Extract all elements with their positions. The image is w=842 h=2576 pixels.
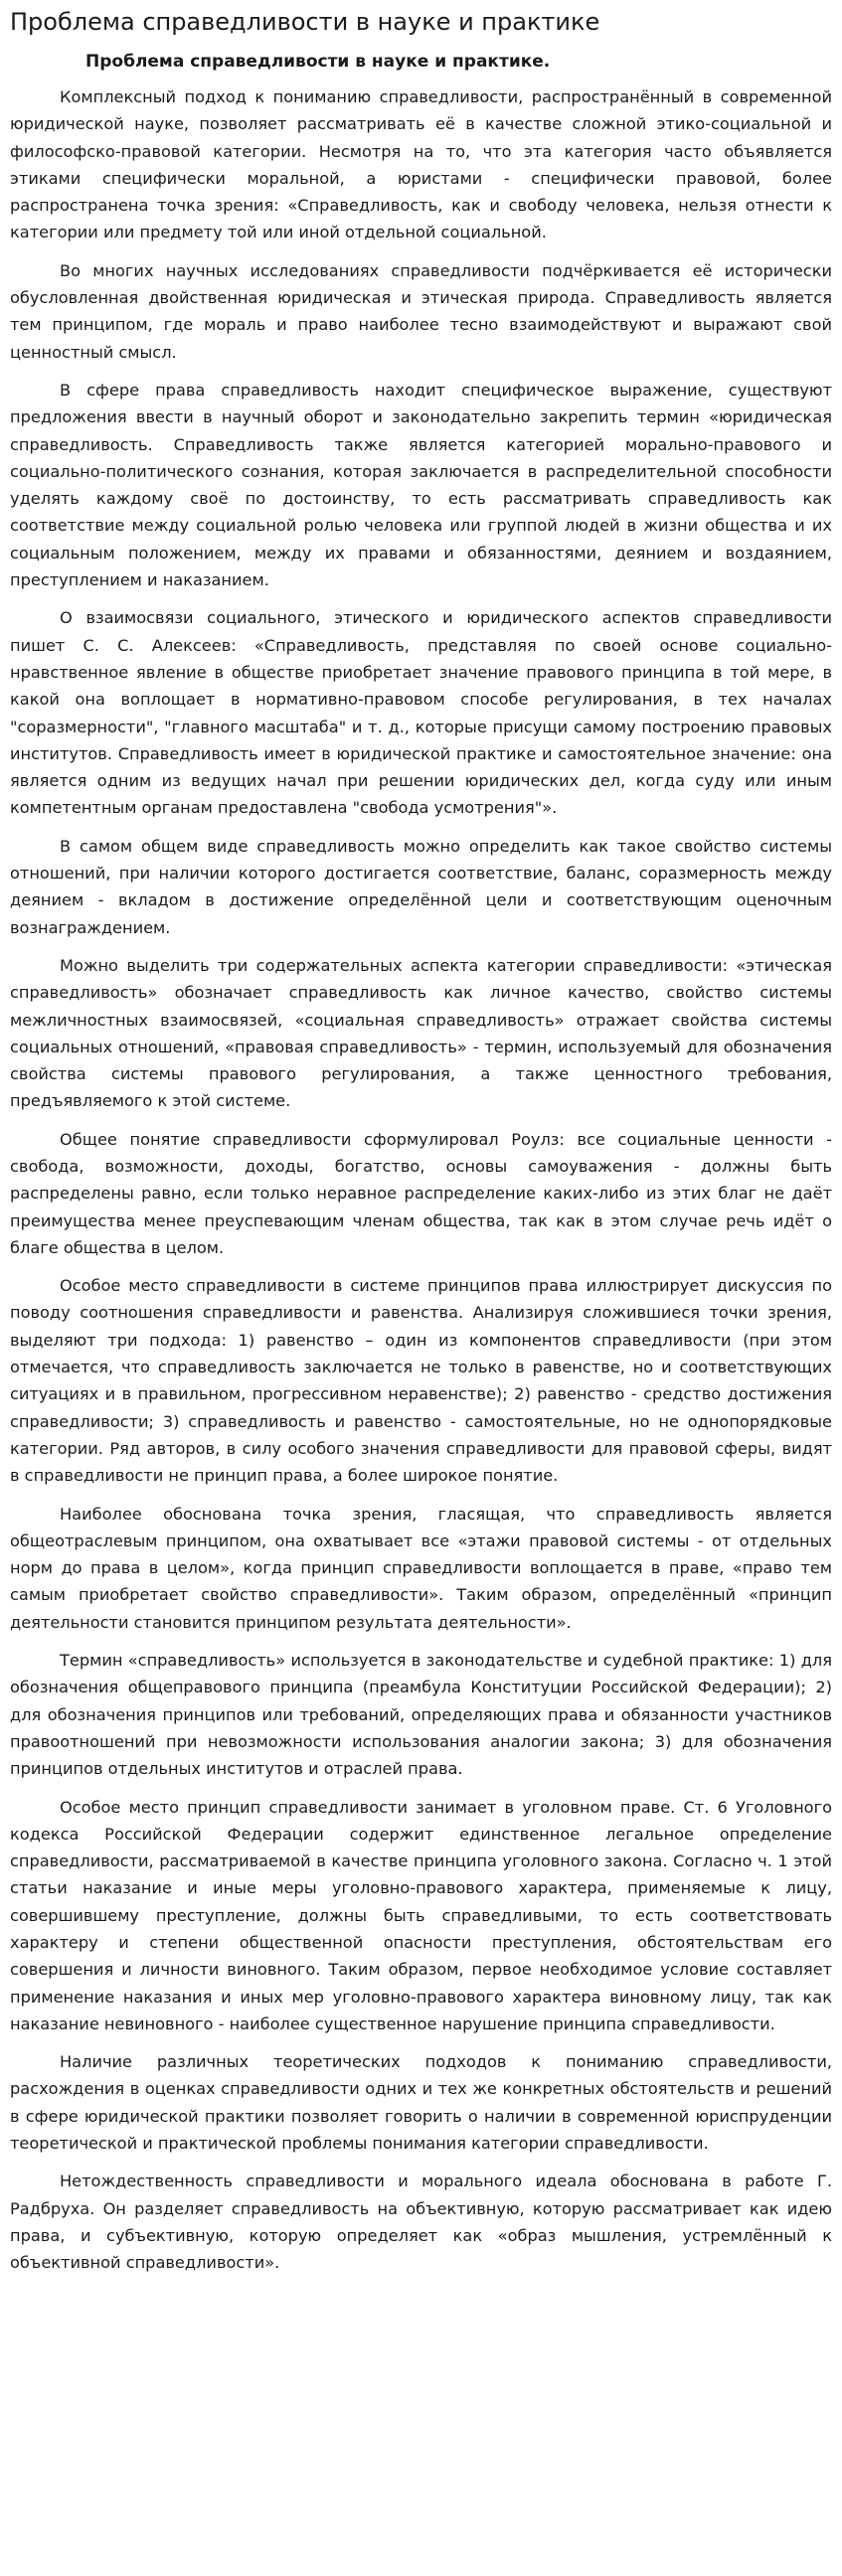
document-heading: Проблема справедливости в науке и практике. [85,52,551,72]
paragraph-11: Особое место принцип справедливости занимает в уголовном праве. Ст. 6 Уголовного кодекса Российской Федерации содержит единственное легальное определение справедливости, рассматриваемой в качестве принципа уголовного закона. Согласно ч. 1 этой статьи наказание и иные меры уголовно-правового характера, применяемые к лицу, совершившему преступление, должны быть справедливыми, то есть соответствовать характеру и степени общественной опасности преступления, обстоятельствам его совершения и личности виновного. Таким образом, первое необходимое условие составляет применение наказания и иных мер уголовно-правового характера виновному лицу, так как наказание невиновного - наиболее существенное нарушение принципа справедливости. [10,1797,832,2033]
paragraph-4: О взаимосвязи социального, этического и юридического аспектов справедливости пишет С. С. Алексеев: «Справедливость, представляя по своей основе социально-нравственное явление в обществе приобретает значение правового принципа в той мере, в какой она воплощает в нормативно-правовом способе регулирования, в тех началах "соразмерности", "главного масштаба" и т. д., которые присущи самому построению правовых институтов. Справедливость имеет в юридической практике и самостоятельное значение: она является одним из ведущих начал при решении юридических дел, когда суду или иным компетентным органам предоставлена "свобода усмотрения"». [10,608,832,818]
paragraph-3: В сфере права справедливость находит специфическое выражение, существуют предложения ввести в научный оборот и законодательно закрепить термин «юридическая справедливость. Справедливость также является категорией морально-правового и социально-политического сознания, которая заключается в распределительной способности уделять каждому своё по достоинству, то есть рассматривать справедливость как соответствие между социальной ролью человека или группой людей в жизни общества и их социальным положением, между их правами и обязанностями, деянием и воздаянием, преступлением и наказанием. [10,380,832,590]
paragraph-8: Особое место справедливости в системе принципов права иллюстрирует дискуссия по поводу соотношения справедливости и равенства. Анализируя сложившиеся точки зрения, выделяют три подхода: 1) равенство – один из компонентов справедливости (при этом отмечается, что справедливость заключается не только в равенстве, но и соответствующих ситуациях и в правильном, прогрессивном неравенстве); 2) равенство - средство достижения справедливости; 3) справедливость и равенство - самостоятельные, но не однопорядковые категории. Ряд авторов, в силу особого значения справедливости для правовой сферы, видят в справедливости не принцип права, а более широкое понятие. [10,1276,832,1486]
paragraph-6: Можно выделить три содержательных аспекта категории справедливости: «этическая справедливость» обозначает справедливость как личное качество, свойство системы межличностных взаимосвязей, «социальная справедливость» отражает свойства системы социальных отношений, «правовая справедливость» - термин, используемый для обозначения свойства системы правового регулирования, а также ценностного требования, предъявляемого к этой системе. [10,955,832,1111]
paragraph-7: Общее понятие справедливости сформулировал Роулз: все социальные ценности - свобода, возможности, доходы, богатство, основы самоуважения - должны быть распределены равно, если только неравное распределение каких-либо из этих благ не даёт преимущества менее преуспевающим членам общества, так как в этом случае речь идёт о благе общества в целом. [10,1129,832,1257]
paragraph-9: Наиболее обоснована точка зрения, гласящая, что справедливость является общеотраслевым принципом, она охватывает все «этажи правовой системы - от отдельных норм до права в целом», когда принцип справедливости воплощается в праве, «право тем самым приобретает свойство справедливости». Таким образом, определённый «принцип деятельности становится принципом результата деятельности». [10,1504,832,1632]
paragraph-2: Во многих научных исследованиях справедливости подчёркивается её исторически обусловленная двойственная юридическая и этическая природа. Справедливость является тем принципом, где мораль и право наиболее тесно взаимодействуют и выражают свой ценностный смысл. [10,260,832,362]
paragraph-12: Наличие различных теоретических подходов к пониманию справедливости, расхождения в оценках справедливости одних и тех же конкретных обстоятельств и решений в сфере юридической практики позволяет говорить о наличии в современной юриспруденции теоретической и практической проблемы понимания категории справедливости. [10,2052,832,2154]
paragraph-1: Комплексный подход к пониманию справедливости, распространённый в современной юридической науке, позволяет рассматривать её в качестве сложной этико-социальной и философско-правовой категории. Несмотря на то, что эта категория часто объявляется этиками специфически моральной, а юристами - специфически правовой, более распространена точка зрения: «Справедливость, как и свободу человека, нельзя отнести к категории или предмету той или иной отдельной социальной. [10,87,832,242]
page-title: Проблема справедливости в науке и практике [10,8,600,36]
paragraph-13: Нетождественность справедливости и морального идеала обоснована в работе Г. Радбруха. Он разделяет справедливость на объективную, которую рассматривает как идею права, и субъективную, которую определяет как «образ мышления, устремлённый к объективной справедливости». [10,2172,832,2273]
paragraph-10: Термин «справедливость» используется в законодательстве и судебной практике: 1) для обозначения общеправового принципа (преамбула Конституции Российской Федерации); 2) для обозначения принципов или требований, определяющих права и обязанности участников правоотношений при невозможности использования аналогии закона; 3) для обозначения принципов отдельных институтов и отраслей права. [10,1651,832,1779]
paragraph-5: В самом общем виде справедливость можно определить как такое свойство системы отношений, при наличии которого достигается соответствие, баланс, соразмерность между деянием - вкладом в достижение определённой цели и соответствующим оценочным вознаграждением. [10,836,832,937]
